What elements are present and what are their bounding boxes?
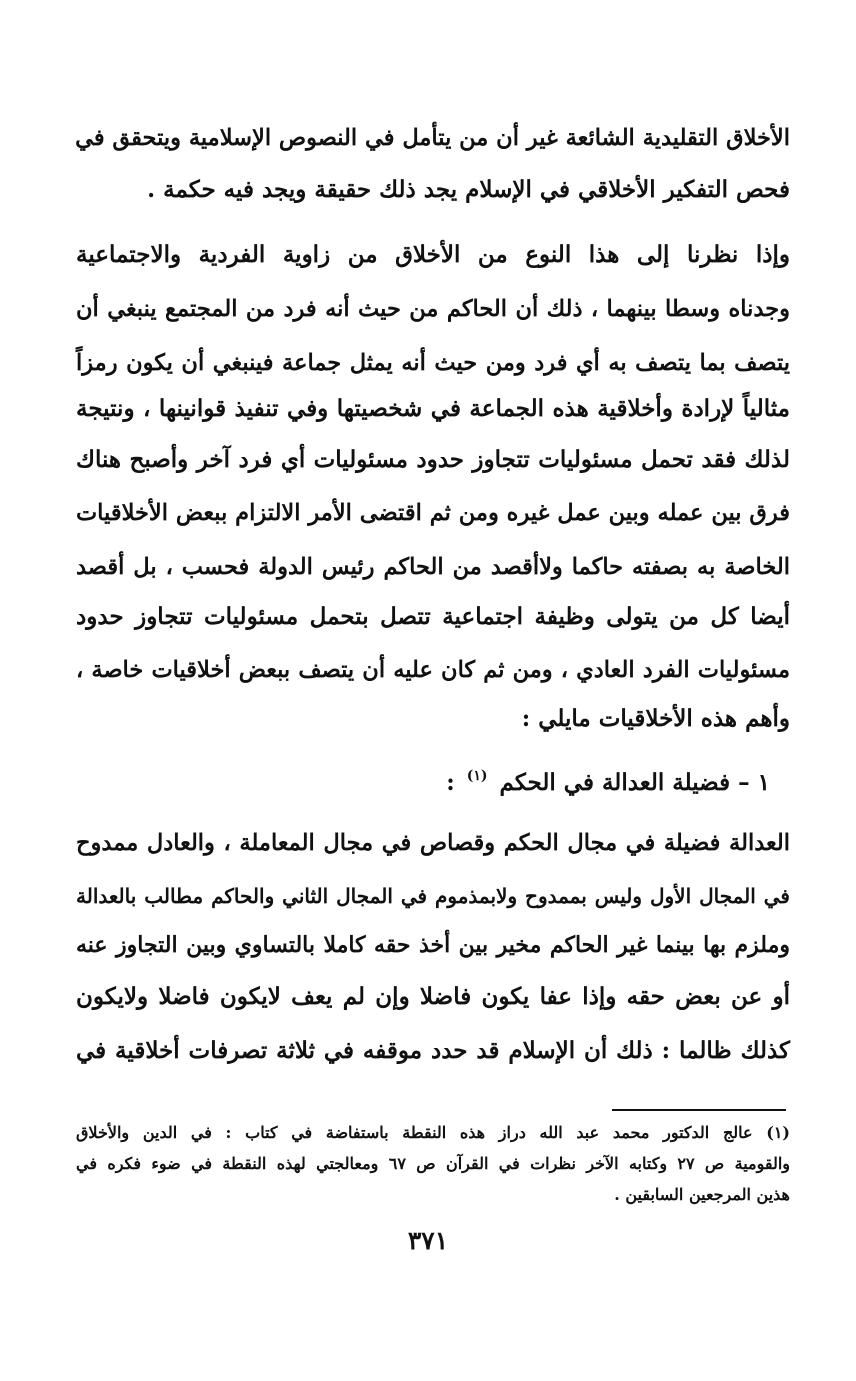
text-line: وملزم بها بينما غير الحاكم مخير بين أخذ حقه كاملا بالتساوي وبين التجاوز عنه [76,932,790,958]
footnote-line: (١) عالج الدكتور محمد عبد الله دراز هذه النقطة باستفاضة في كتاب : في الدين والأخلاق [76,1123,790,1142]
text-line: الخاصة به بصفته حاكما ولاأقصد من الحاكم رئيس الدولة فحسب ، بل أقصد [76,554,790,580]
section-colon: : [446,769,455,796]
text-line: أو عن بعض حقه وإذا عفا يكون فاضلا وإن لم يعف لايكون فاضلا ولايكون [76,983,790,1010]
text-line: مسئوليات الفرد العادي ، ومن ثم كان عليه أن يتصف ببعض أخلاقيات خاصة ، [76,657,790,683]
text-line: وأهم هذه الأخلاقيات مايلي : [521,705,790,732]
section-title: فضيلة العدالة في الحكم [499,769,731,796]
text-line: العدالة فضيلة في مجال الحكم وقصاص في مجال المعاملة ، والعادل ممدوح [76,830,790,856]
section-number: ١ [757,769,770,796]
footnote-line: هذين المرجعين السابقين . [614,1185,790,1204]
page-number: ٣٧١ [407,1226,449,1255]
text-line: وجدناه وسطا بينهما ، ذلك أن الحاكم من حيث أنه فرد من المجتمع ينبغي أن [76,296,790,322]
footnote-reference: (١) [466,768,488,784]
text-line: في المجال الأول وليس بممدوح ولابمذموم في المجال الثاني والحاكم مطالب بالعدالة [76,884,790,908]
text-line: أيضا كل من يتولى وظيفة اجتماعية تتصل بتحمل مسئوليات تتجاوز حدود [76,603,790,630]
footnote-line: والقومية ص ٢٧ وكتابه الآخر نظرات في القرآن ص ٦٧ ومعالجتي لهذه النقطة في ضوء فكره في [76,1154,790,1173]
text-line: مثالياً لإرادة وأخلاقية هذه الجماعة في شخصيتها وفي تنفيذ قوانينها ، ونتيجة [76,395,790,422]
text-line: فحص التفكير الأخلاقي في الإسلام يجد ذلك حقيقة ويجد فيه حكمة . [147,176,790,203]
text-line: كذلك ظالما : ذلك أن الإسلام قد حدد موقفه في ثلاثة تصرفات أخلاقية في [76,1037,790,1064]
text-line: يتصف بما يتصف به أي فرد ومن حيث أنه يمثل جماعة فينبغي أن يكون رمزاً [76,350,790,376]
text-line: الأخلاق التقليدية الشائعة غير أن من يتأمل في النصوص الإسلامية ويتحقق في [75,125,790,151]
section-heading [446,756,770,803]
footnote-divider [612,1109,786,1111]
text-line: وإذا نظرنا إلى هذا النوع من الأخلاق من زاوية الفردية والاجتماعية [76,241,790,268]
text-line: فرق بين عمله وبين عمل غيره ومن ثم اقتضى الأمر الالتزام ببعض الأخلاقيات [76,500,790,526]
text-line: لذلك فقد تحمل مسئوليات تتجاوز حدود مسئوليات أي فرد آخر وأصبح هناك [76,446,790,473]
section-dash: – [738,769,750,796]
